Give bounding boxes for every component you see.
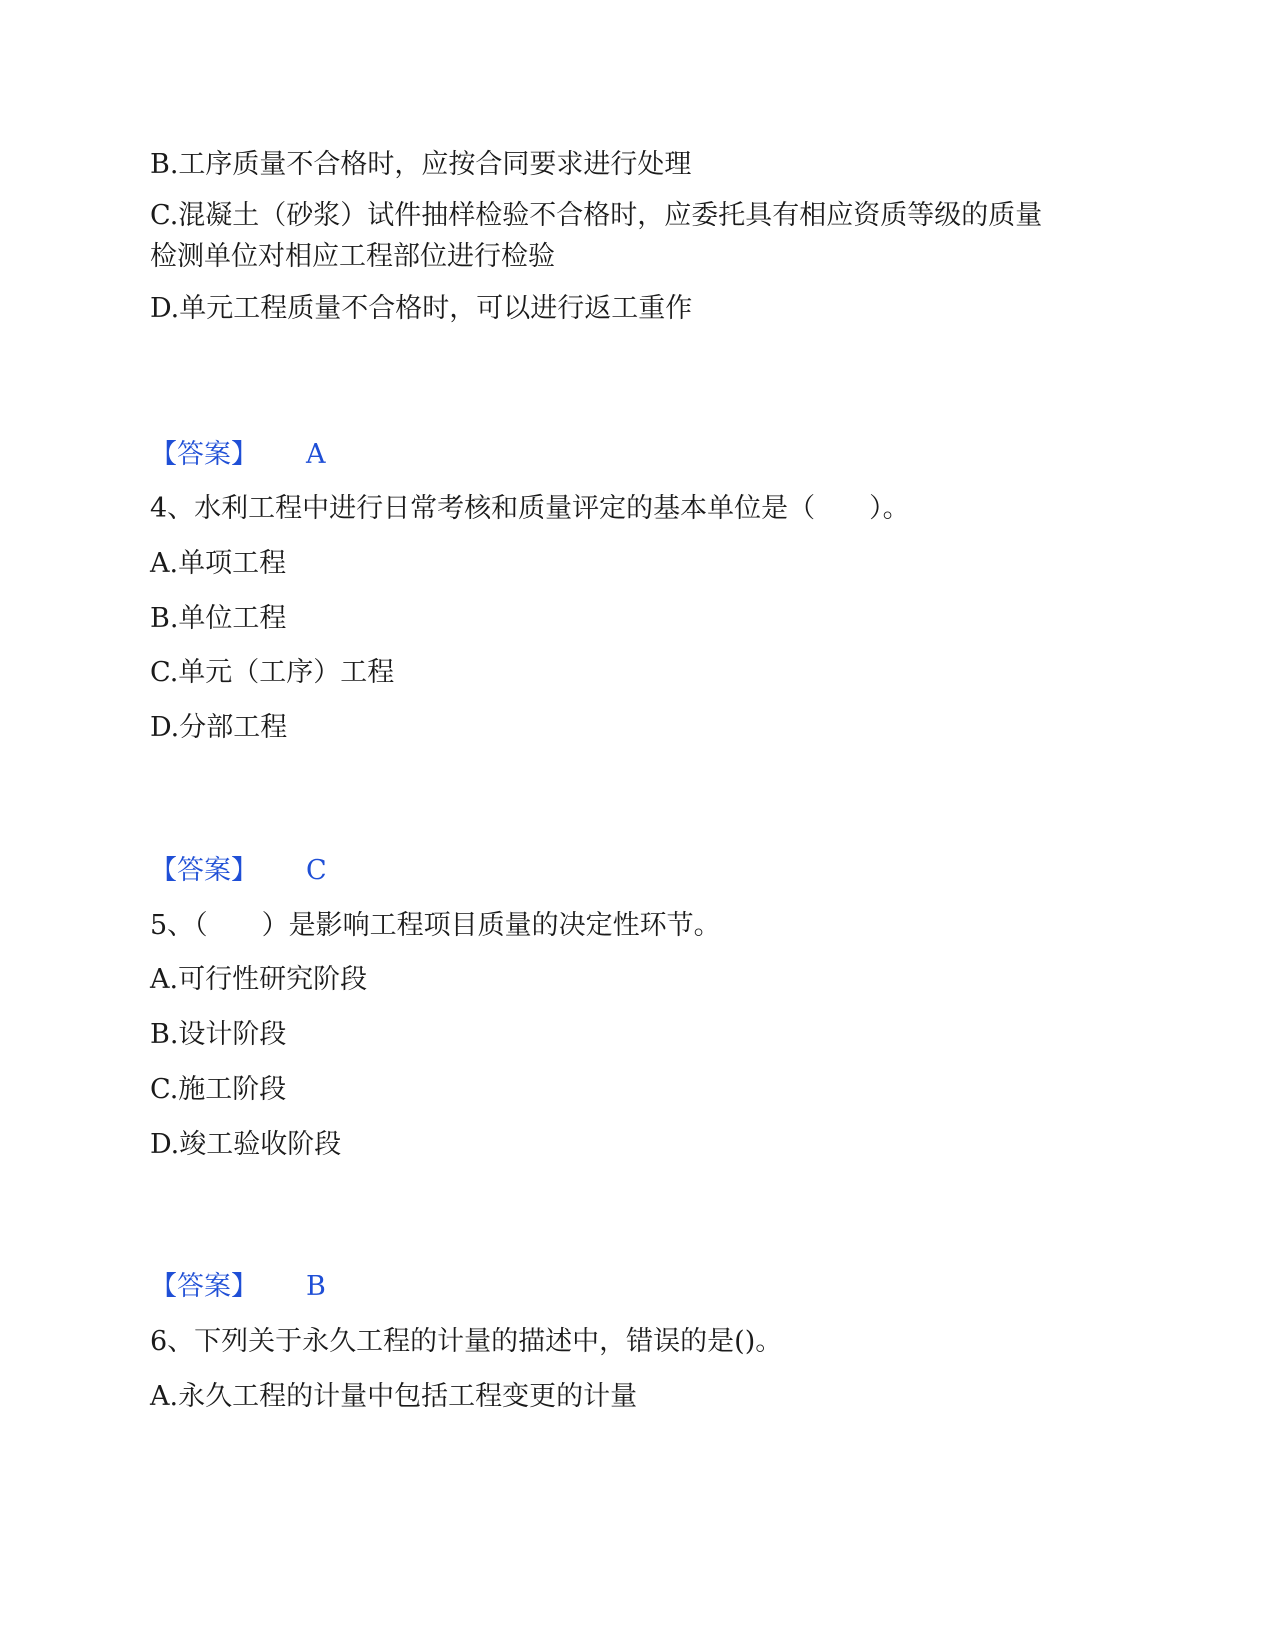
question-5-option-d: D.竣工验收阶段	[150, 1129, 342, 1160]
answer-label: 【答案】	[150, 855, 258, 886]
question-4-stem: 4、水利工程中进行日常考核和质量评定的基本单位是（ ）。	[150, 493, 910, 524]
question-4-option-d: D.分部工程	[150, 712, 288, 743]
question-5-stem: 5、（ ）是影响工程项目质量的决定性环节。	[150, 910, 721, 941]
answer-value: B	[306, 1271, 326, 1302]
question-4-option-b: B.单位工程	[150, 603, 287, 634]
option-c-prev-continuation: 检测单位对相应工程部位进行检验	[150, 241, 555, 272]
answer-label: 【答案】	[150, 439, 258, 470]
answer-prev	[150, 436, 326, 474]
question-5-option-c: C.施工阶段	[150, 1074, 287, 1105]
answer-5	[150, 1268, 326, 1306]
option-d-prev: D.单元工程质量不合格时，可以进行返工重作	[150, 293, 693, 324]
question-4-option-c: C.单元（工序）工程	[150, 657, 395, 688]
question-6-option-a: A.永久工程的计量中包括工程变更的计量	[150, 1381, 638, 1412]
option-b-prev: B.工序质量不合格时，应按合同要求进行处理	[150, 149, 692, 180]
question-5-option-b: B.设计阶段	[150, 1019, 287, 1050]
question-6-stem: 6、下列关于永久工程的计量的描述中，错误的是()。	[150, 1326, 783, 1357]
answer-label: 【答案】	[150, 1271, 258, 1302]
answer-4	[150, 852, 327, 890]
question-5-option-a: A.可行性研究阶段	[150, 964, 368, 995]
answer-value: A	[306, 439, 326, 470]
option-c-prev: C.混凝土（砂浆）试件抽样检验不合格时，应委托具有相应资质等级的质量	[150, 200, 1043, 231]
answer-value: C	[306, 855, 327, 886]
question-4-option-a: A.单项工程	[150, 548, 287, 579]
